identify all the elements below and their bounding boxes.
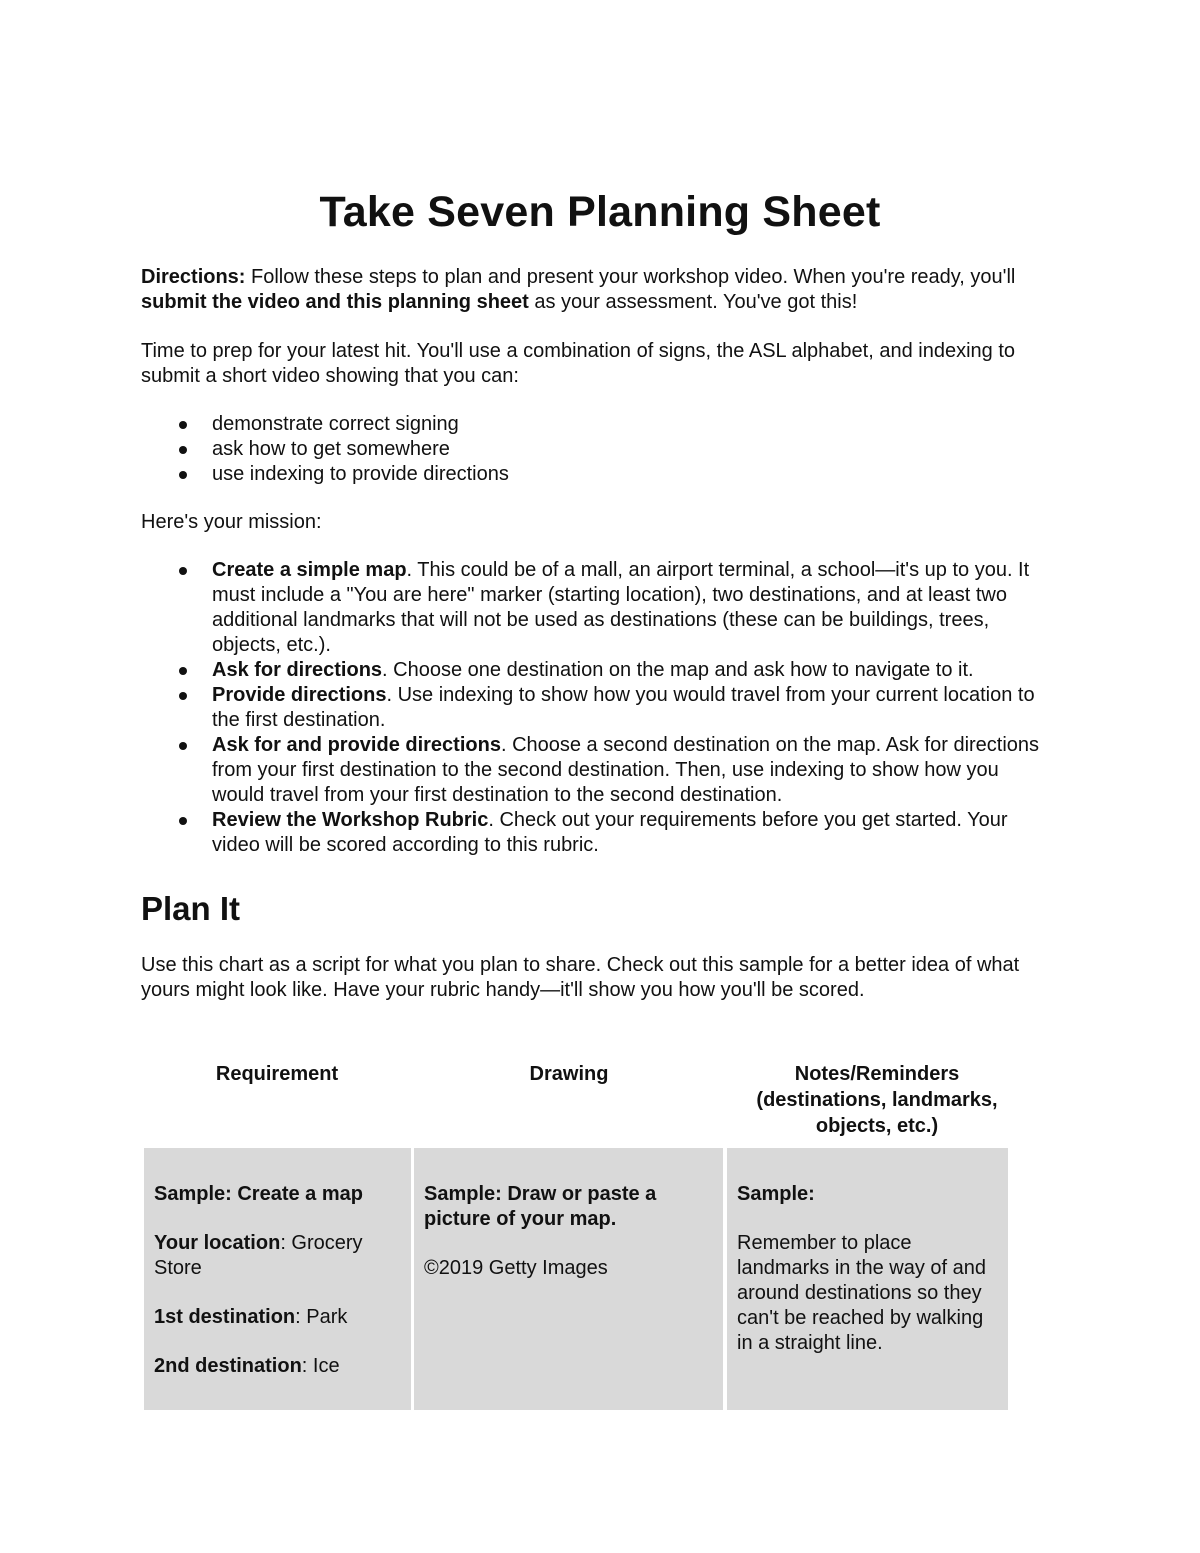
sample-label: Sample: Draw or paste a picture of your map. — [424, 1183, 657, 1230]
list-item: ask how to get somewhere — [141, 437, 1051, 462]
image-credit: ©2019 Getty Images — [424, 1257, 608, 1279]
bullet-icon — [179, 742, 187, 750]
table-header-drawing: Drawing — [529, 1063, 609, 1085]
list-item: Review the Workshop Rubric. Check out your requirements before you get started. Your video will be scored according to this rubric. — [141, 808, 1051, 858]
skills-list — [141, 412, 1051, 487]
plan-heading: Plan It — [141, 890, 241, 927]
bullet-icon — [179, 692, 187, 700]
sample-label: Sample: Create a map — [154, 1183, 363, 1205]
directions-label: Directions: — [141, 266, 246, 288]
intro-paragraph: Time to prep for your latest hit. You'll use a combination of signs, the ASL alphabet, and indexing to submit a short video showing that you can: — [141, 340, 1015, 387]
bullet-icon — [179, 667, 187, 675]
table-header-notes: Notes/Reminders (destinations, landmarks, objects, etc.) — [756, 1063, 998, 1137]
list-item: use indexing to provide directions — [141, 462, 1051, 487]
directions-text: Follow these steps to plan and present your workshop video. When you're ready, you'll — [245, 266, 1016, 288]
mission-list — [141, 558, 1051, 858]
list-item: Ask for directions. Choose one destination on the map and ask how to navigate to it. — [141, 658, 1051, 683]
sample-label: Sample: — [737, 1183, 815, 1205]
page-title: Take Seven Planning Sheet — [319, 188, 881, 236]
table-cell-drawing — [414, 1148, 723, 1410]
bullet-icon — [179, 471, 187, 479]
bullet-icon — [179, 817, 187, 825]
notes-text: Remember to place landmarks in the way of and around destinations so they can't be reached by walking in a straight line. — [737, 1232, 987, 1354]
bullet-icon — [179, 421, 187, 429]
mission-intro: Here's your mission: — [141, 511, 322, 533]
list-item: Provide directions. Use indexing to show how you would travel from your current location to the first destination. — [141, 683, 1051, 733]
list-item: Ask for and provide directions. Choose a second destination on the map. Ask for directions from your first destination to the second destination. Then, use indexing to show how you would travel from your first destination to the second destination. — [141, 733, 1051, 808]
list-item: demonstrate correct signing — [141, 412, 1051, 437]
table-header-requirement: Requirement — [215, 1063, 339, 1085]
plan-paragraph: Use this chart as a script for what you plan to share. Check out this sample for a better idea of what yours might look like. Have your rubric handy—it'll show you how you'll be scored. — [141, 954, 1020, 1001]
bullet-icon — [179, 567, 187, 575]
list-item: Create a simple map. This could be of a mall, an airport terminal, a school—it's up to you. It must include a "You are here" marker (starting location), two destinations, and at least two additional landmarks that will not be used as destinations (these can be buildings, trees, objects, etc.). — [141, 558, 1051, 658]
directions-bold-text: submit the video and this planning sheet — [141, 291, 529, 313]
directions-paragraph — [141, 265, 1051, 315]
directions-text-end: as your assessment. You've got this! — [528, 291, 858, 313]
table-cell-requirement: Sample: Create a map Your location: Grocery Store 1st destination: Park 2nd destination: Ice — [144, 1148, 411, 1410]
bullet-icon — [179, 446, 187, 454]
table-cell-notes — [727, 1148, 1008, 1410]
